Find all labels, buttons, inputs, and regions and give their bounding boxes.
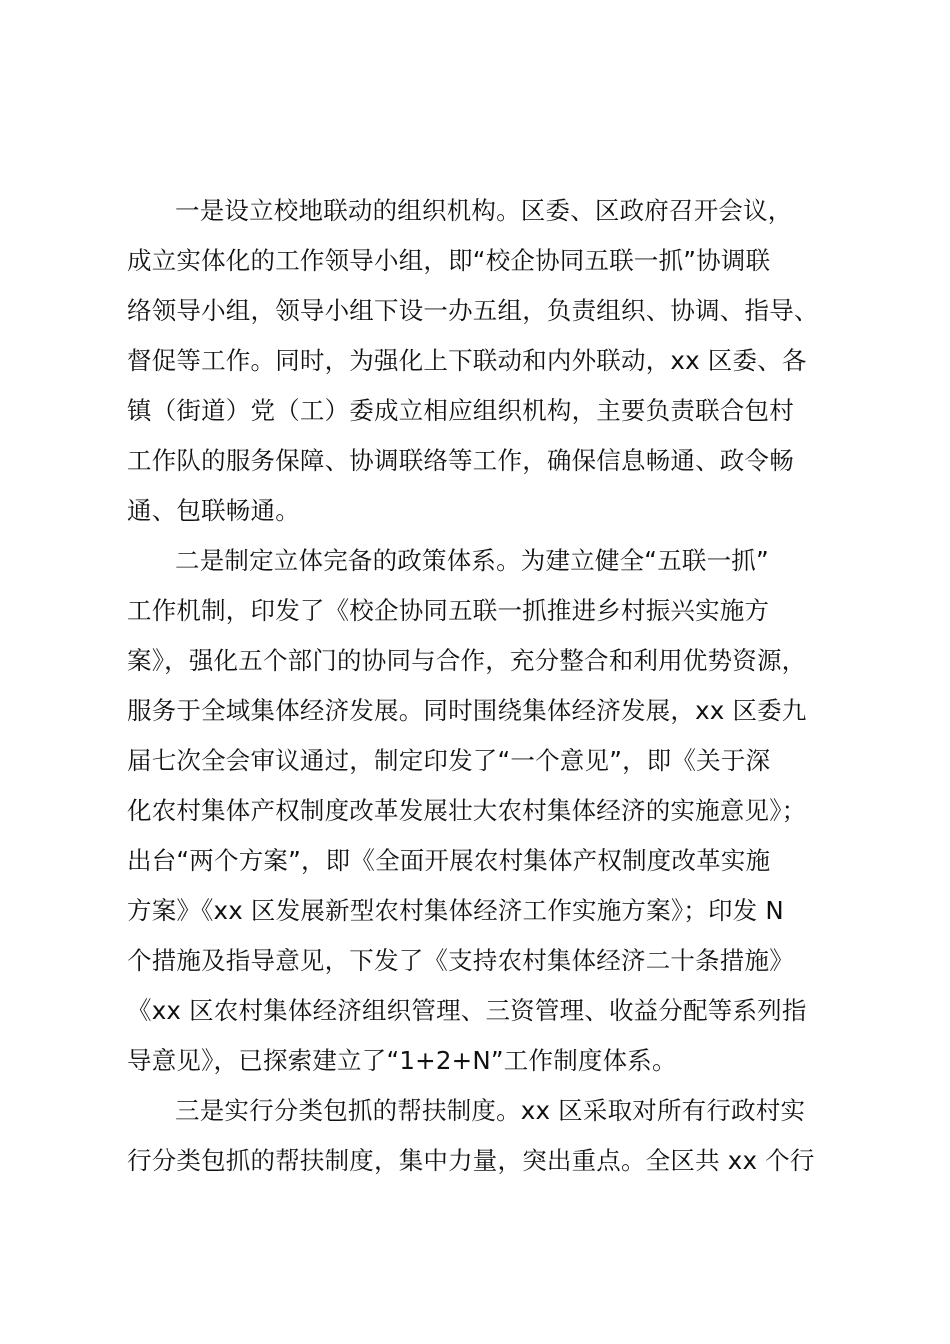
text-line: 届七次全会审议通过，制定印发了“一个意见”，即《关于深	[127, 746, 771, 775]
text-line: 三是实行分类包抓的帮扶制度。xx 区采取对所有行政村实	[175, 1096, 806, 1125]
text-line: 一是设立校地联动的组织机构。区委、区政府召开会议，	[175, 196, 793, 225]
text-line: 镇（街道）党（工）委成立相应组织机构，主要负责联合包村	[127, 396, 794, 425]
text-line: 成立实体化的工作领导小组，即“校企协同五联一抓”协调联	[127, 246, 771, 275]
document-body	[127, 196, 835, 1211]
text-line: 出台“两个方案”，即《全面开展农村集体产权制度改革实施	[127, 846, 771, 875]
text-line: 工作队的服务保障、协调联络等工作，确保信息畅通、政令畅	[127, 446, 794, 475]
text-line: 案》，强化五个部门的协同与合作，充分整合和利用优势资源，	[127, 646, 807, 675]
text-line: 督促等工作。同时，为强化上下联动和内外联动，xx 区委、各	[127, 346, 807, 375]
text-line: 行分类包抓的帮扶制度，集中力量，突出重点。全区共 xx 个行	[127, 1146, 815, 1175]
text-line: 通、包联畅通。	[127, 496, 300, 525]
text-line: 化农村集体产权制度改革发展壮大农村集体经济的实施意见》；	[127, 796, 807, 825]
text-line: 《xx 区农村集体经济组织管理、三资管理、收益分配等系列指	[127, 996, 807, 1025]
text-line: 方案》《xx 区发展新型农村集体经济工作实施方案》；印发 N	[127, 896, 784, 925]
text-line: 络领导小组，领导小组下设一办五组，负责组织、协调、指导、	[127, 296, 819, 325]
text-line: 工作机制，印发了《校企协同五联一抓推进乡村振兴实施方	[127, 596, 770, 625]
text-line: 服务于全域集体经济发展。同时围绕集体经济发展，xx 区委九	[127, 696, 807, 725]
text-line: 导意见》，已探索建立了“1+2+N”工作制度体系。	[127, 1046, 677, 1075]
text-line: 个措施及指导意见，下发了《支持农村集体经济二十条措施》	[127, 946, 794, 975]
text-line: 二是制定立体完备的政策体系。为建立健全“五联一抓”	[175, 546, 769, 575]
